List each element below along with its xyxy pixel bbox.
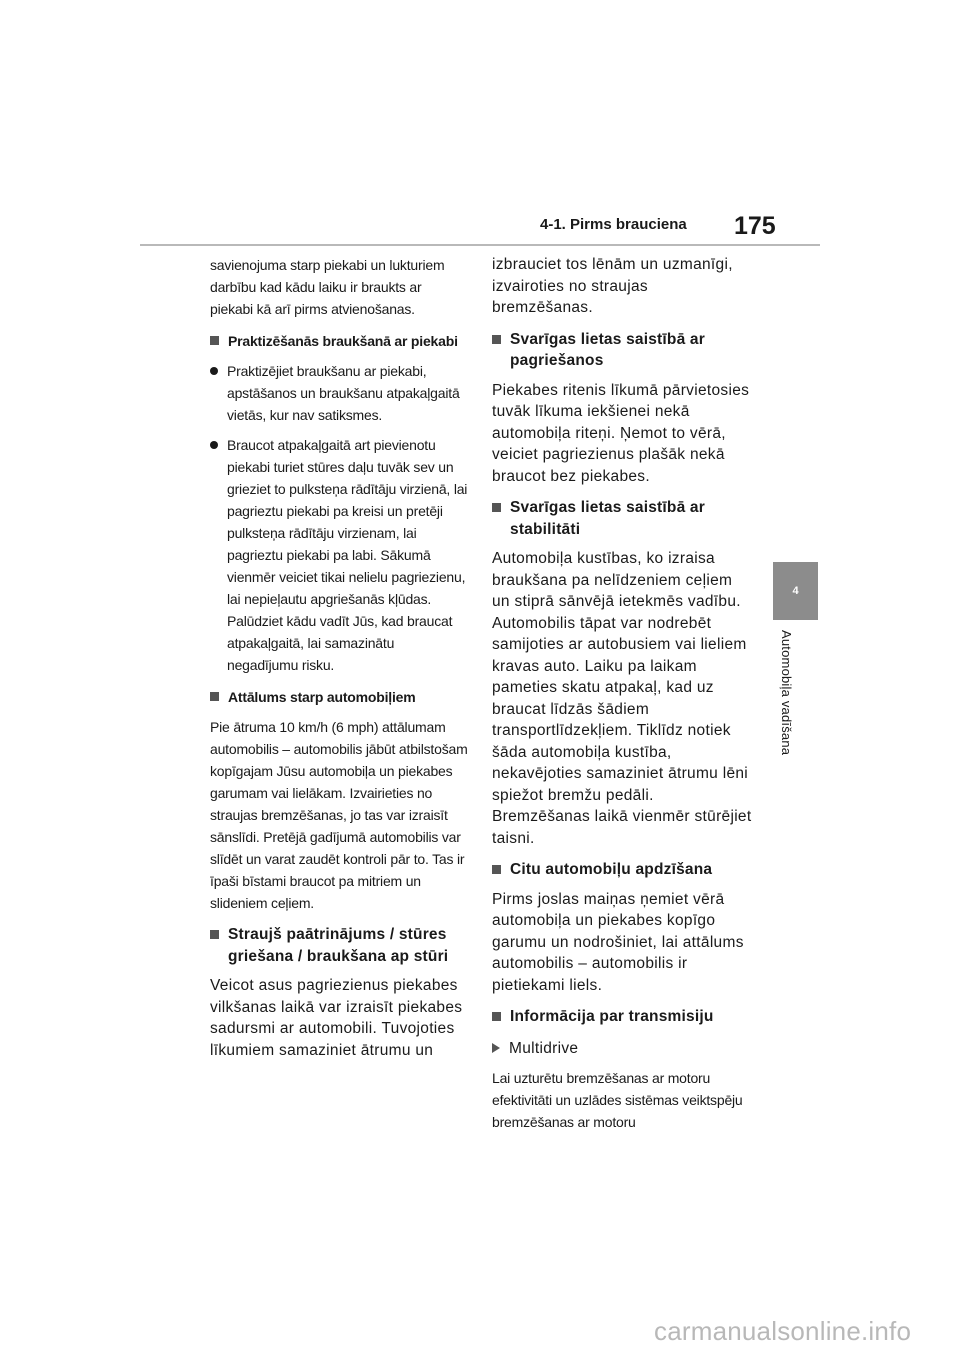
heading-distance	[210, 686, 468, 708]
section-title: 4-1. Pirms brauciena	[540, 216, 687, 233]
intro-paragraph: savienojuma starp piekabi un lukturiem darbību kad kādu laiku ir braukts ar piekabi kā arī pirms atvienošanas.	[210, 257, 445, 317]
heading-text: Praktizēšanās braukšanā ar piekabi	[228, 333, 458, 349]
heading-text: Attālums starp automobiļiem	[228, 689, 416, 705]
continued-paragraph: izbrauciet tos lēnām un uzmanīgi, izvairoties no straujas bremzēšanas.	[492, 256, 733, 316]
heading-stability	[492, 497, 752, 540]
stability-paragraph: Automobiļa kustības, ko izraisa braukšana pa nelīdzeniem ceļiem un stiprā sānvējā ietekmēs vadību. Automobilis tāpat var nodrebēt samijoties ar autobusiem vai lieliem kravas auto. Laiku pa laikam pameties skatu atpakaļ, kad uz braucat līdzās šādiem transportlīdzekļiem. Tiklīdz notiek šāda automobiļa kustība, nekavējoties samaziniet ātrumu lēni spiežot bremžu pedāli. Bremzēšanas laikā vienmēr stūrējiet taisni.	[492, 550, 752, 847]
square-bullet-icon	[210, 692, 219, 701]
heading-text: Svarīgas lietas saistībā ar pagriešanos	[510, 330, 705, 369]
turning-paragraph: Piekabes ritenis līkumā pārvietosies tuvāk līkuma iekšienei nekā automobiļa riteņi. Ņemot to vērā, veiciet pagriezienus plašāk nekā braucot bez piekabes.	[492, 381, 750, 485]
square-bullet-icon	[210, 336, 219, 345]
multidrive-label: Multidrive	[509, 1039, 579, 1057]
heading-transmission	[492, 1006, 752, 1028]
heading-text: Informācija par transmisiju	[510, 1008, 714, 1025]
distance-paragraph: Pie ātruma 10 km/h (6 mph) attālumam automobilis – automobilis jābūt atbilstošam kopīgajam Jūsu automobiļa un piekabes garumam vai lielākam. Izvairieties no straujas bremzēšanas, jo tas var izraisīt sānslīdi. Pretējā gadījumā automobilis var slīdēt un varat zaudēt kontroli pār to. Tas ir īpaši bīstami braucot pa mitriem un slideniem ceļiem.	[210, 719, 468, 911]
page-number: 175	[734, 212, 776, 240]
list-item-text: Praktizējiet braukšanu ar piekabi, apstāšanos un braukšanu atpakaļgaitā vietās, kur nav satiksmes.	[227, 363, 460, 423]
overtaking-paragraph: Pirms joslas maiņas ņemiet vērā automobiļa un piekabes kopīgo garumu un nodrošiniet, lai attālums automobilis – automobilis ir pietiekami liels.	[492, 890, 744, 994]
multidrive-item	[492, 1038, 752, 1060]
square-bullet-icon	[492, 1012, 501, 1021]
list-item	[210, 360, 468, 426]
chapter-title: Automobiļa vadīšana	[779, 630, 794, 756]
transmission-paragraph: Lai uzturētu bremzēšanas ar motoru efektivitāti un uzlādes sistēmas veiktspēju bremzēšanas ar motoru	[492, 1070, 743, 1130]
acceleration-paragraph: Veicot asus pagriezienus piekabes vilkšanas laikā var izraisīt piekabes sadursmi ar automobili. Tuvojoties līkumiem samaziniet ātrumu un	[210, 977, 463, 1059]
list-item-text: Braucot atpakaļgaitā art pievienotu piekabi turiet stūres daļu tuvāk sev un grieziet to pulksteņa rādītāju virzienā, lai pagrieztu piekabi pa kreisi un pretēji pulksteņa rādītāju virzienam, lai pagrieztu piekabi pa labi. Sākumā vienmēr veiciet tikai nelielu pagriezienu, lai nepieļautu apgriešanās kļūdas. Palūdziet kādu vadīt Jūs, kad braucat atpakaļgaitā, lai samazinātu negadījumu risku.	[227, 437, 468, 673]
heading-turning	[492, 329, 752, 372]
heading-acceleration	[210, 924, 468, 967]
left-column	[210, 254, 468, 1067]
triangle-arrow-icon	[492, 1043, 500, 1053]
square-bullet-icon	[210, 930, 219, 939]
heading-text: Straujš paātrinājums / stūres griešana / braukšana ap stūri	[228, 926, 449, 965]
dot-bullet-icon	[210, 441, 218, 449]
square-bullet-icon	[492, 503, 501, 512]
header-divider	[140, 244, 820, 246]
heading-text: Svarīgas lietas saistībā ar stabilitāti	[510, 499, 705, 538]
heading-overtaking	[492, 859, 752, 881]
chapter-number: 4	[792, 585, 799, 597]
dot-bullet-icon	[210, 367, 218, 375]
heading-practice	[210, 330, 468, 352]
chapter-tab	[773, 562, 818, 620]
watermark: carmanualsonline.info	[654, 1316, 912, 1346]
list-item	[210, 434, 468, 676]
square-bullet-icon	[492, 335, 501, 344]
right-column	[492, 254, 752, 1141]
square-bullet-icon	[492, 865, 501, 874]
heading-text: Citu automobiļu apdzīšana	[510, 861, 713, 878]
